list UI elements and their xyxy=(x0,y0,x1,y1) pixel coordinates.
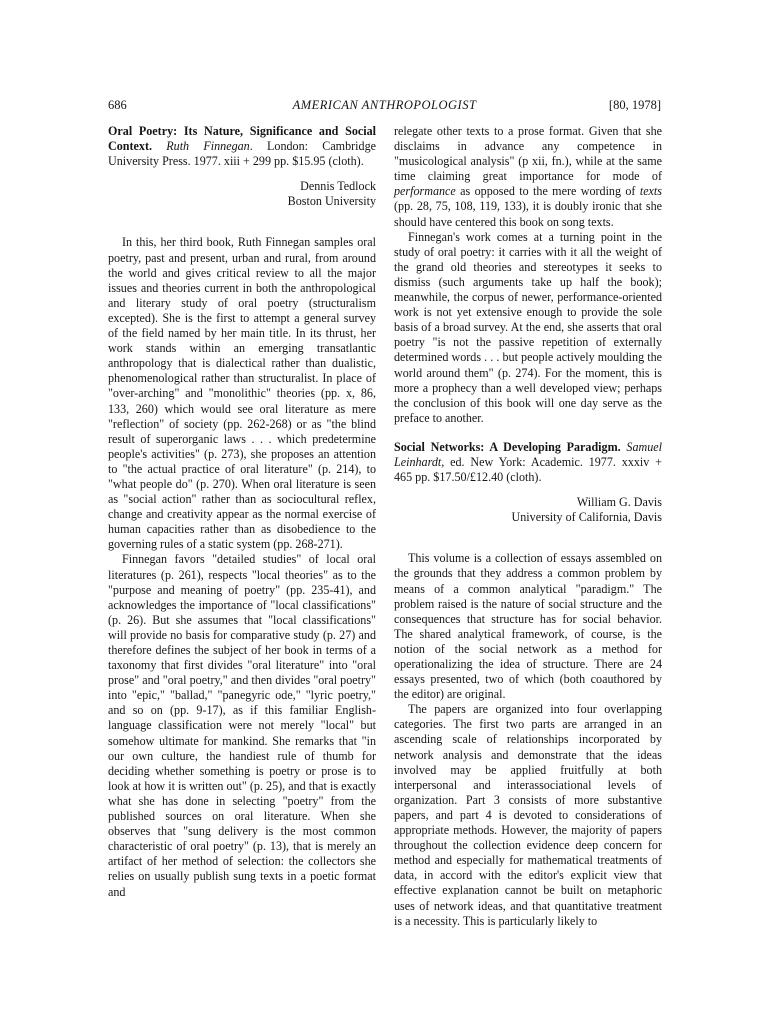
review2-paragraph-1: This volume is a collection of essays assembled on the grounds that they address a common problem by means of a common analytical "paradigm." The problem raised is the nature of social structure and the consequences that structure has for social behavior. The shared analytical framework, of course, is the notion of the social network as a method for operationalizing the idea of structure. There are 24 essays presented, two of which (both coauthored by the editor) are original. xyxy=(394,551,662,702)
review1-reviewer-affiliation: Boston University xyxy=(287,194,376,209)
review1-reviewer-name: Dennis Tedlock xyxy=(300,179,376,194)
review1-reviewer xyxy=(108,179,376,209)
review1-citation xyxy=(108,124,376,169)
review1-paragraph-2-cont-a: relegate other texts to a prose format. Given that she disclaims in advance any competence in "musicological analysis" (p xii, fn.), while at the same time claiming great importance for mode of xyxy=(394,124,662,184)
review2-reviewer-name: William G. Davis xyxy=(576,495,662,510)
review1-author: Ruth Finnegan xyxy=(166,139,250,154)
review2-title: Social Networks: A Developing Paradigm. xyxy=(394,439,621,454)
review2-publication: , ed. New York: Academic. 1977. xxxiv + 465 pp. $17.50/£12.40 (cloth). xyxy=(394,454,662,485)
right-column xyxy=(394,124,662,929)
review1-paragraph-3: Finnegan's work comes at a turning point in the study of oral poetry: it carries with it all the weight of the grand old theories and stereotypes it seeks to dismiss (such arguments take up half the book); meanwhile, the corpus of newer, performance-oriented work is not yet extensive enough to provide the sole basis of a broad survey. At the end, she asserts that oral poetry "is not the passive repetition of externally determined words . . . but people actively moulding the world around them" (p. 274). For the moment, this is more a prophecy than a well developed view; perhaps the conclusion of this book will one day serve as the preface to another. xyxy=(394,229,662,425)
left-column xyxy=(108,124,376,900)
review1-paragraph-2: Finnegan favors "detailed studies" of local oral literatures (p. 261), respects "local theories" as to the "purpose and meaning of poetry" (pp. 235-41), and acknowledges the importance of "local classifications" (p. 26). But she assumes that "local classifications" will provide no basis for comparative study (p. 27) and therefore defines the subject of her book in terms of a taxonomy that first divides "oral literature" into "oral prose" and "oral poetry," and then divides "oral poetry" into "epic," "ballad," "panegyric ode," "lyric poetry," and so on (pp. 9-17), as if this familiar English-language classification were not merely "local" but somehow ultimate for mankind. She remarks that "in our own culture, the handiest rule of thumb for deciding whether something is poetry or prose is to look at how it is written out" (p. 25), and that is exactly what she has done in selecting "poetry" from the published sources on oral literature. When she observes that "sung delivery is the most common characteristic of oral poetry" (p. 13), that is merely an artifact of her method of selection: the collectors she relies on usually publish sung texts in a poetic format and xyxy=(108,552,376,899)
review1-emphasis-texts: texts xyxy=(639,184,662,199)
review1-publication: . London: Cambridge University Press. 1977. xiii + 299 pp. $15.95 (cloth). xyxy=(108,139,376,169)
journal-title: AMERICAN ANTHROPOLOGIST xyxy=(292,98,477,112)
review1-paragraph-1: In this, her third book, Ruth Finnegan samples oral poetry, past and present, urban and rural, from around the world and gives critical review to all the major issues and theories current in both the anthropological and literary study of oral poetry (structuralism excepted). She is the first to attempt a general survey of the field named by her main title. In its thrust, her work stands within an emerging transatlantic anthropology that is dialectical rather than dualistic, phenomenological rather than structuralist. In place of "over-arching" and "monolithic" theories (pp. x, 86, 133, 260) which would see oral literature as mere "reflection" of society (pp. 262-268) or as "the blind result of superorganic laws . . . which predetermine people's activities" (p. 273), she proposes an attention to "the actual practice of oral literature" (p. 214), to "what people do" (p. 270). When oral literature is seen as "social action" rather than as sociocultural reflex, change and creativity appear as the normal exercise of human capacities rather than as disobedience to the governing rules of a static system (pp. 268-271). xyxy=(108,235,376,552)
review2-author: Samuel Leinhardt xyxy=(394,439,662,469)
review2-reviewer xyxy=(394,495,662,525)
review1-emphasis-performance: performance xyxy=(394,184,456,199)
page-number: 686 xyxy=(108,98,127,112)
review1-paragraph-2-cont-c: (pp. 28, 75, 108, 119, 133), it is doubly ironic that she should have centered this book on song texts. xyxy=(394,199,662,229)
review2-reviewer-affiliation: University of California, Davis xyxy=(511,510,662,525)
review1-title: Oral Poetry: Its Nature, Significance and Social Context. xyxy=(108,124,376,154)
review2-citation xyxy=(394,440,662,485)
review1-paragraph-2-continued xyxy=(394,124,662,230)
review1-paragraph-2-cont-b: as opposed to the mere wording of xyxy=(455,184,640,199)
review2-paragraph-2: The papers are organized into four overlapping categories. The first two parts are arranged in an ascending scale of relationships incorporated by network analysis and demonstrate that the ideas involved may be applied fruitfully at both interpersonal and interassociational levels of organization. Part 3 consists of more substantive papers, and part 4 is devoted to considerations of appropriate methods. However, the majority of papers throughout the collection evidence deep concern for method and especially for mathematical treatments of data, in accord with the editor's explicit view that effective explanation cannot be built on metaphoric uses of network ideas, and that quantitative treatment is a necessity. This is particularly likely to xyxy=(394,702,662,928)
volume-year: [80, 1978] xyxy=(608,98,661,112)
running-head xyxy=(108,98,661,116)
